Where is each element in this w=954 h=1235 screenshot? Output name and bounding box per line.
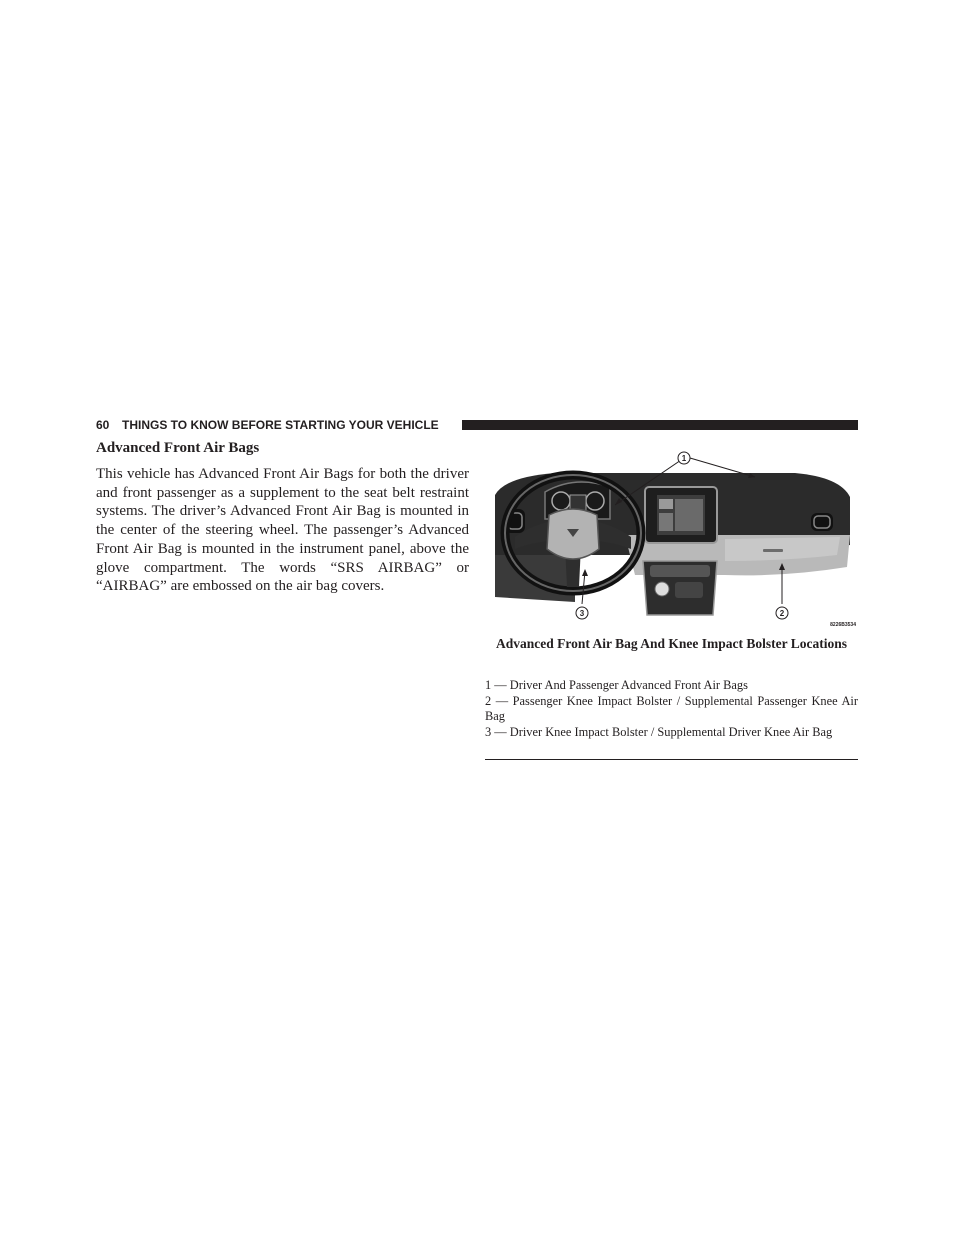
header-rule-bar <box>462 420 858 430</box>
page-number: 60 <box>96 418 110 432</box>
callout-1-marker <box>678 452 690 464</box>
callout-3-marker <box>576 607 588 619</box>
dashboard-illustration <box>485 437 858 629</box>
image-code: 8226B3534 <box>830 622 856 628</box>
section-body-paragraph: This vehicle has Advanced Front Air Bags for both the driver and front passenger as a supplement to the seat belt restraint systems. The driver’s Advanced Front Air Bag is mounted in the center of the steering wheel. The passenger’s Advanced Front Air Bag is mounted in the instrument panel, above the glove compartment. The words “SRS AIRBAG” or “AIRBAG” are embossed on the air bag covers. <box>96 466 469 595</box>
legend-item: 3 — Driver Knee Impact Bolster / Supplemental Driver Knee Air Bag <box>485 724 833 739</box>
callout-2-marker <box>776 607 788 619</box>
chapter-title: THINGS TO KNOW BEFORE STARTING YOUR VEHICLE <box>122 418 439 432</box>
figure-caption: Advanced Front Air Bag And Knee Impact Bolster Locations <box>495 636 848 651</box>
callout-1-label: 1 <box>681 454 687 463</box>
dashboard-figure <box>485 437 858 629</box>
callout-3-label: 3 <box>579 609 585 618</box>
legend-item: 1 — Driver And Passenger Advanced Front Air Bags <box>485 678 748 692</box>
page-header <box>96 417 858 433</box>
callout-2-label: 2 <box>779 609 785 618</box>
glove-box-handle <box>763 549 783 552</box>
rotary-knob <box>655 582 669 596</box>
legend-item: 2 — Passenger Knee Impact Bolster / Supplemental Passenger Knee Air Bag <box>485 693 858 723</box>
legend-bottom-rule <box>485 759 858 760</box>
section-heading: Advanced Front Air Bags <box>96 440 260 456</box>
figure-legend <box>485 678 858 740</box>
